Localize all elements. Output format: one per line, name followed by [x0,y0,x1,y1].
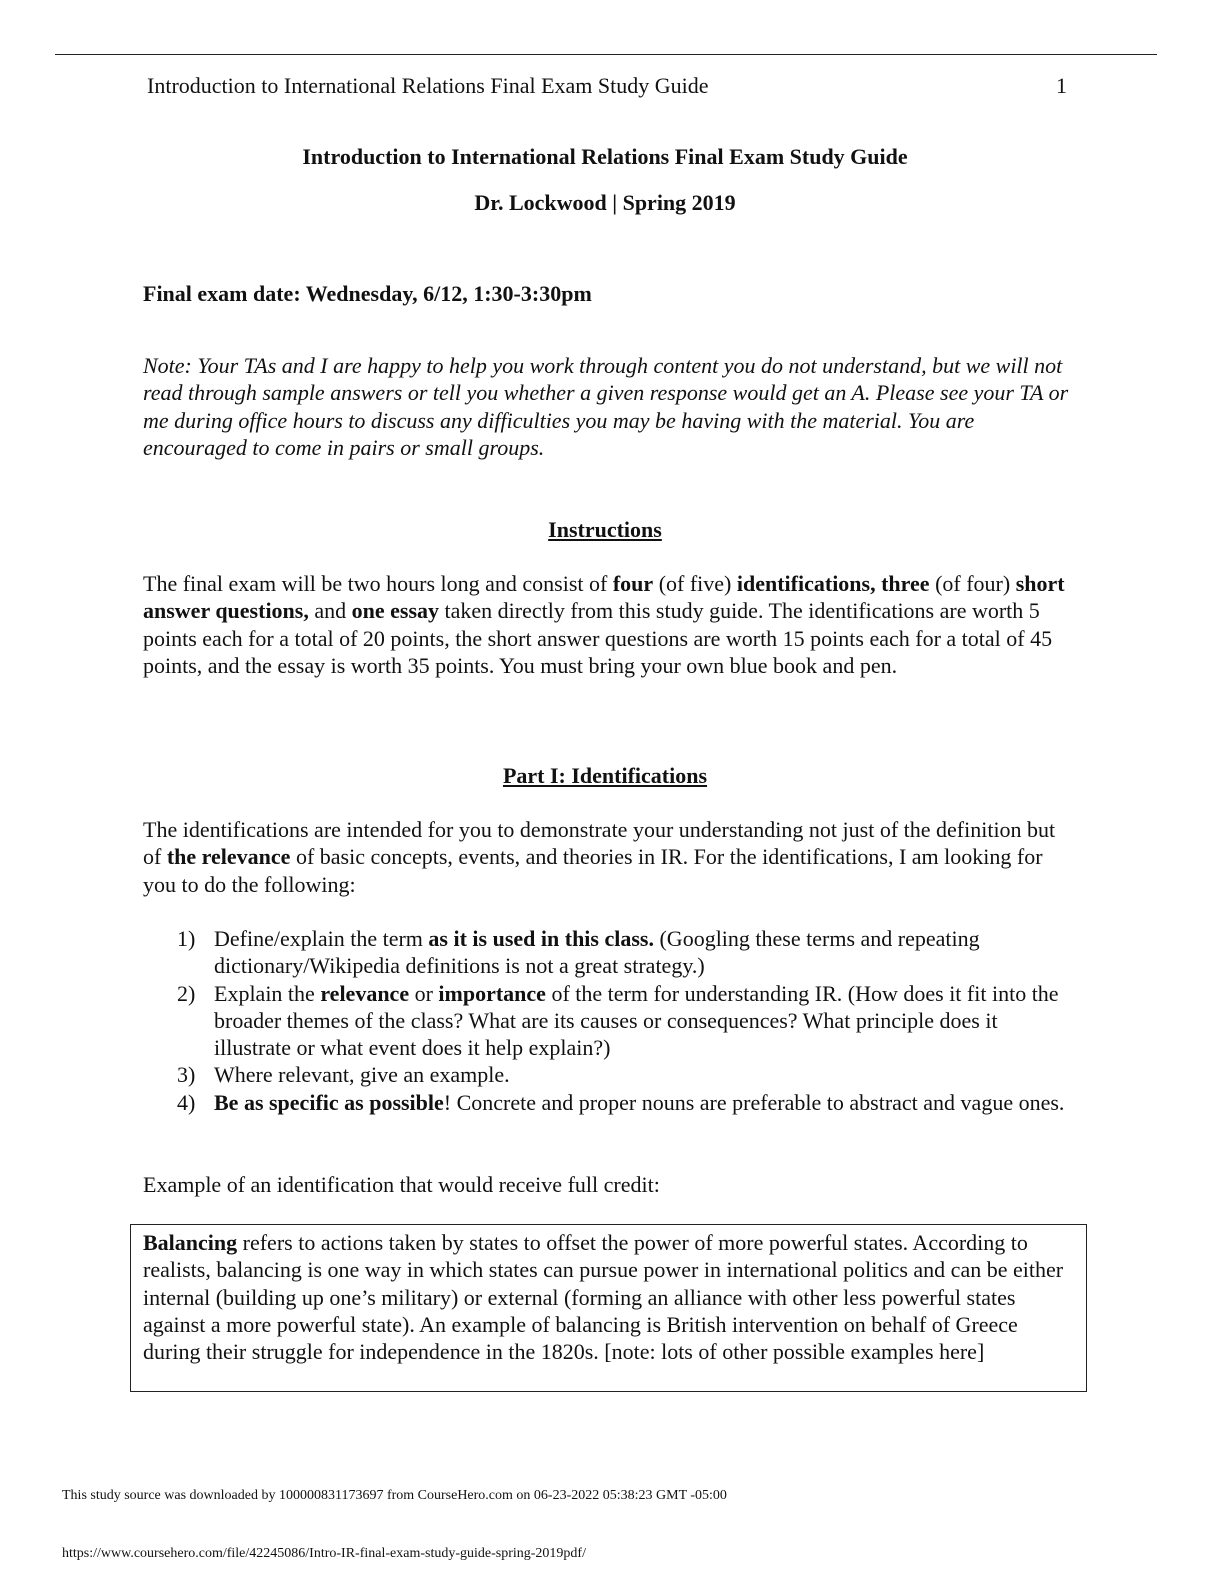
instructions-heading: Instructions [548,517,662,542]
page-number: 1 [1056,73,1067,98]
identification-steps [177,925,1077,1116]
instructions-paragraph: The final exam will be two hours long and consist of four (of five) identifications, three (of four) short answer questions, and one essay taken directly from this study guide. The identifications are worth 5 points each for a total of 20 points, the short answer questions are worth 15 points each for a total of 45 points, and the essay is worth 35 points. You must bring your own blue book and pen. [143,571,1065,678]
example-term: Balancing [143,1230,238,1255]
list-item: 2) Explain the relevance or importance of the term for understanding IR. (How does it fit into the broader themes of the class? What are its causes or consequences? What principle does it illustrate or what event does it help explain?) [177,980,1059,1061]
document-title: Introduction to International Relations Final Exam Study Guide [302,144,908,169]
exam-date: Final exam date: Wednesday, 6/12, 1:30-3:30pm [143,281,592,306]
list-item: 4) Be as specific as possible! Concrete and proper nouns are preferable to abstract and vague ones. [177,1089,1065,1115]
document-subtitle: Dr. Lockwood | Spring 2019 [474,190,736,215]
example-box [130,1224,1087,1392]
running-title: Introduction to International Relations Final Exam Study Guide [147,73,709,98]
source-url: https://www.coursehero.com/file/42245086/Intro-IR-final-exam-study-guide-spring-2019pdf/ [62,1546,586,1561]
header-rule [55,54,1157,55]
example-text: refers to actions taken by states to offset the power of more powerful states. According to realists, balancing is one way in which states can pursue power in international politics and can be either internal (building up one’s military) or external (forming an alliance with other less powerful states against a more powerful state). An example of balancing is British intervention on behalf of Greece during their struggle for independence in the 1820s. [note: lots of other possible examples here] [143,1230,1064,1365]
part1-heading: Part I: Identifications [502,763,708,788]
part1-intro: The identifications are intended for you to demonstrate your understanding not just of the definition but of the relevance of basic concepts, events, and theories in IR. For the identifications, I am looking for you to do the following: [143,817,1056,897]
list-item: 3) Where relevant, give an example. [177,1062,510,1088]
source-footer: This study source was downloaded by 100000831173697 from CourseHero.com on 06-23-2022 05:38:23 GMT -05:00 [62,1488,727,1503]
example-label: Example of an identification that would receive full credit: [143,1172,660,1197]
list-item: 1) Define/explain the term as it is used in this class. (Googling these terms and repeating dictionary/Wikipedia definitions is not a great strategy.) [177,926,980,979]
note-paragraph: Note: Your TAs and I are happy to help you work through content you do not understand, but we will not read through sample answers or tell you whether a given response would get an A. Please see your TA or me during office hours to discuss any difficulties you may be having with the material. You are encouraged to come in pairs or small groups. [143,353,1069,460]
running-header [147,72,1067,100]
